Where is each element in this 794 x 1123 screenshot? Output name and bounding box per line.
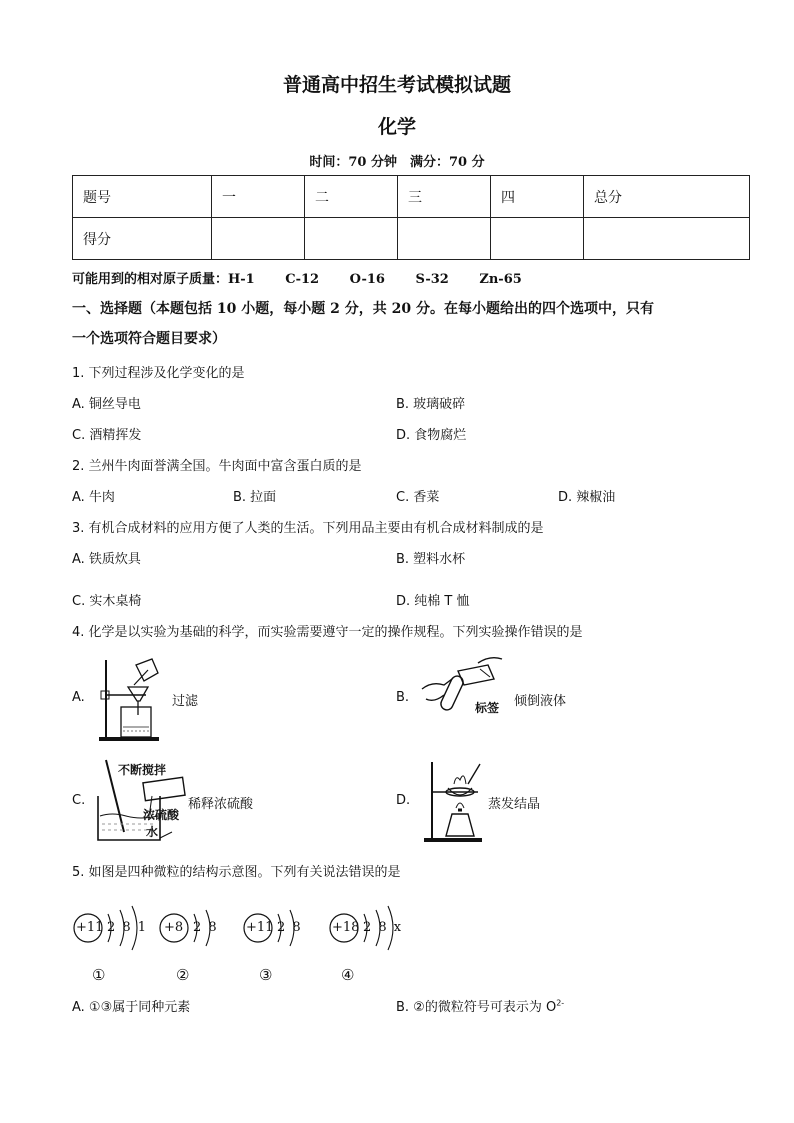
filtration-apparatus-image [96, 655, 176, 743]
electron-counts: 2 8 [193, 920, 217, 935]
atomic-mass-h: 可能用到的相对原子质量：H-1 [72, 272, 255, 287]
exam-info: 时间：70 分钟 满分：70 分 [309, 155, 485, 170]
table-row [73, 218, 750, 260]
table-cell [398, 218, 491, 260]
question-2-stem: 2. 兰州牛肉面誉满全国。牛肉面中富含蛋白质的是 [72, 459, 362, 474]
question-3-option-d: D. 纯棉 T 恤 [396, 594, 470, 609]
question-2-option-d: D. 辣椒油 [558, 490, 616, 505]
nucleus-charge: +18 [332, 920, 360, 935]
question-1-option-b: B. 玻璃破碎 [396, 397, 466, 412]
table-cell: 得分 [73, 218, 212, 260]
atom-index-3: ③ [259, 966, 273, 984]
exam-title: 普通高中招生考试模拟试题 [282, 74, 511, 96]
section-heading-cont: 一个选项符合题目要求） [72, 331, 226, 347]
question-2-option-b: B. 拉面 [233, 490, 277, 505]
electron-counts: 2 8 1 [107, 920, 147, 935]
atomic-mass-s: S-32 [415, 272, 449, 287]
atom-index-1: ① [92, 966, 106, 984]
question-2-option-c: C. 香菜 [396, 490, 440, 505]
question-1-option-d: D. 食物腐烂 [396, 428, 467, 443]
question-3-option-a: A. 铁质炊具 [72, 552, 141, 567]
acid-callout: 浓硫酸 [143, 808, 180, 822]
question-5-option-b [396, 996, 564, 1015]
table-cell: 四 [491, 176, 584, 218]
nucleus-charge: +8 [164, 920, 184, 935]
table-cell: 二 [305, 176, 398, 218]
question-4-option-d-letter: D. [396, 793, 411, 808]
atomic-mass-c: C-12 [285, 272, 320, 287]
table-cell: 三 [398, 176, 491, 218]
question-4-stem: 4. 化学是以实验为基础的科学，而实验需要遵守一定的操作规程。下列实验操作错误的是 [72, 625, 583, 640]
table-cell [305, 218, 398, 260]
table-cell [491, 218, 584, 260]
question-3-stem: 3. 有机合成材料的应用方便了人类的生活。下列用品主要由有机合成材料制成的是 [72, 521, 544, 536]
table-row [73, 176, 750, 218]
question-4-option-b-letter: B. [396, 690, 410, 705]
question-4-option-a-text: 过滤 [172, 694, 199, 709]
atom-index-4: ④ [341, 966, 355, 984]
table-cell: 总分 [584, 176, 750, 218]
atomic-mass-zn: Zn-65 [479, 272, 522, 287]
label-tag-callout: 标签 [475, 701, 500, 715]
question-3-option-c: C. 实木桌椅 [72, 594, 142, 609]
stir-callout: 不断搅拌 [118, 763, 167, 777]
question-4-option-b-text: 倾倒液体 [514, 694, 567, 709]
atom-index-2: ② [176, 966, 190, 984]
question-1-stem: 1. 下列过程涉及化学变化的是 [72, 366, 245, 381]
nucleus-charge: +11 [76, 920, 104, 935]
atomic-mass-line [72, 268, 522, 287]
question-1-option-c: C. 酒精挥发 [72, 428, 142, 443]
charge-superscript: 2- [556, 998, 565, 1008]
electron-counts: 2 8 x [363, 920, 402, 935]
table-cell [212, 218, 305, 260]
evaporation-apparatus-image [420, 758, 486, 844]
table-cell [584, 218, 750, 260]
option-b-text: B. ②的微粒符号可表示为 O [396, 1000, 557, 1015]
subject-title: 化学 [377, 116, 416, 138]
electron-counts: 2 8 [277, 920, 301, 935]
question-4-option-c-letter: C. [72, 793, 86, 808]
table-cell: 一 [212, 176, 305, 218]
atomic-mass-o: O-16 [349, 272, 385, 287]
question-4-option-a-letter: A. [72, 690, 85, 705]
nucleus-charge: +11 [246, 920, 274, 935]
question-1-option-a: A. 铜丝导电 [72, 397, 141, 412]
water-callout: 水 [146, 825, 159, 839]
table-cell: 题号 [73, 176, 212, 218]
section-heading: 一、选择题（本题包括 10 小题，每小题 2 分，共 20 分。在每小题给出的四个选项中，只有 [72, 301, 654, 317]
question-5-stem: 5. 如图是四种微粒的结构示意图。下列有关说法错误的是 [72, 865, 401, 880]
question-4-option-c-text: 稀释浓硫酸 [188, 797, 254, 812]
question-4-option-d-text: 蒸发结晶 [488, 797, 541, 812]
question-3-option-b: B. 塑料水杯 [396, 552, 466, 567]
score-table [72, 175, 750, 260]
question-2-option-a: A. 牛肉 [72, 490, 115, 505]
question-5-option-a: A. ①③属于同种元素 [72, 1000, 191, 1015]
